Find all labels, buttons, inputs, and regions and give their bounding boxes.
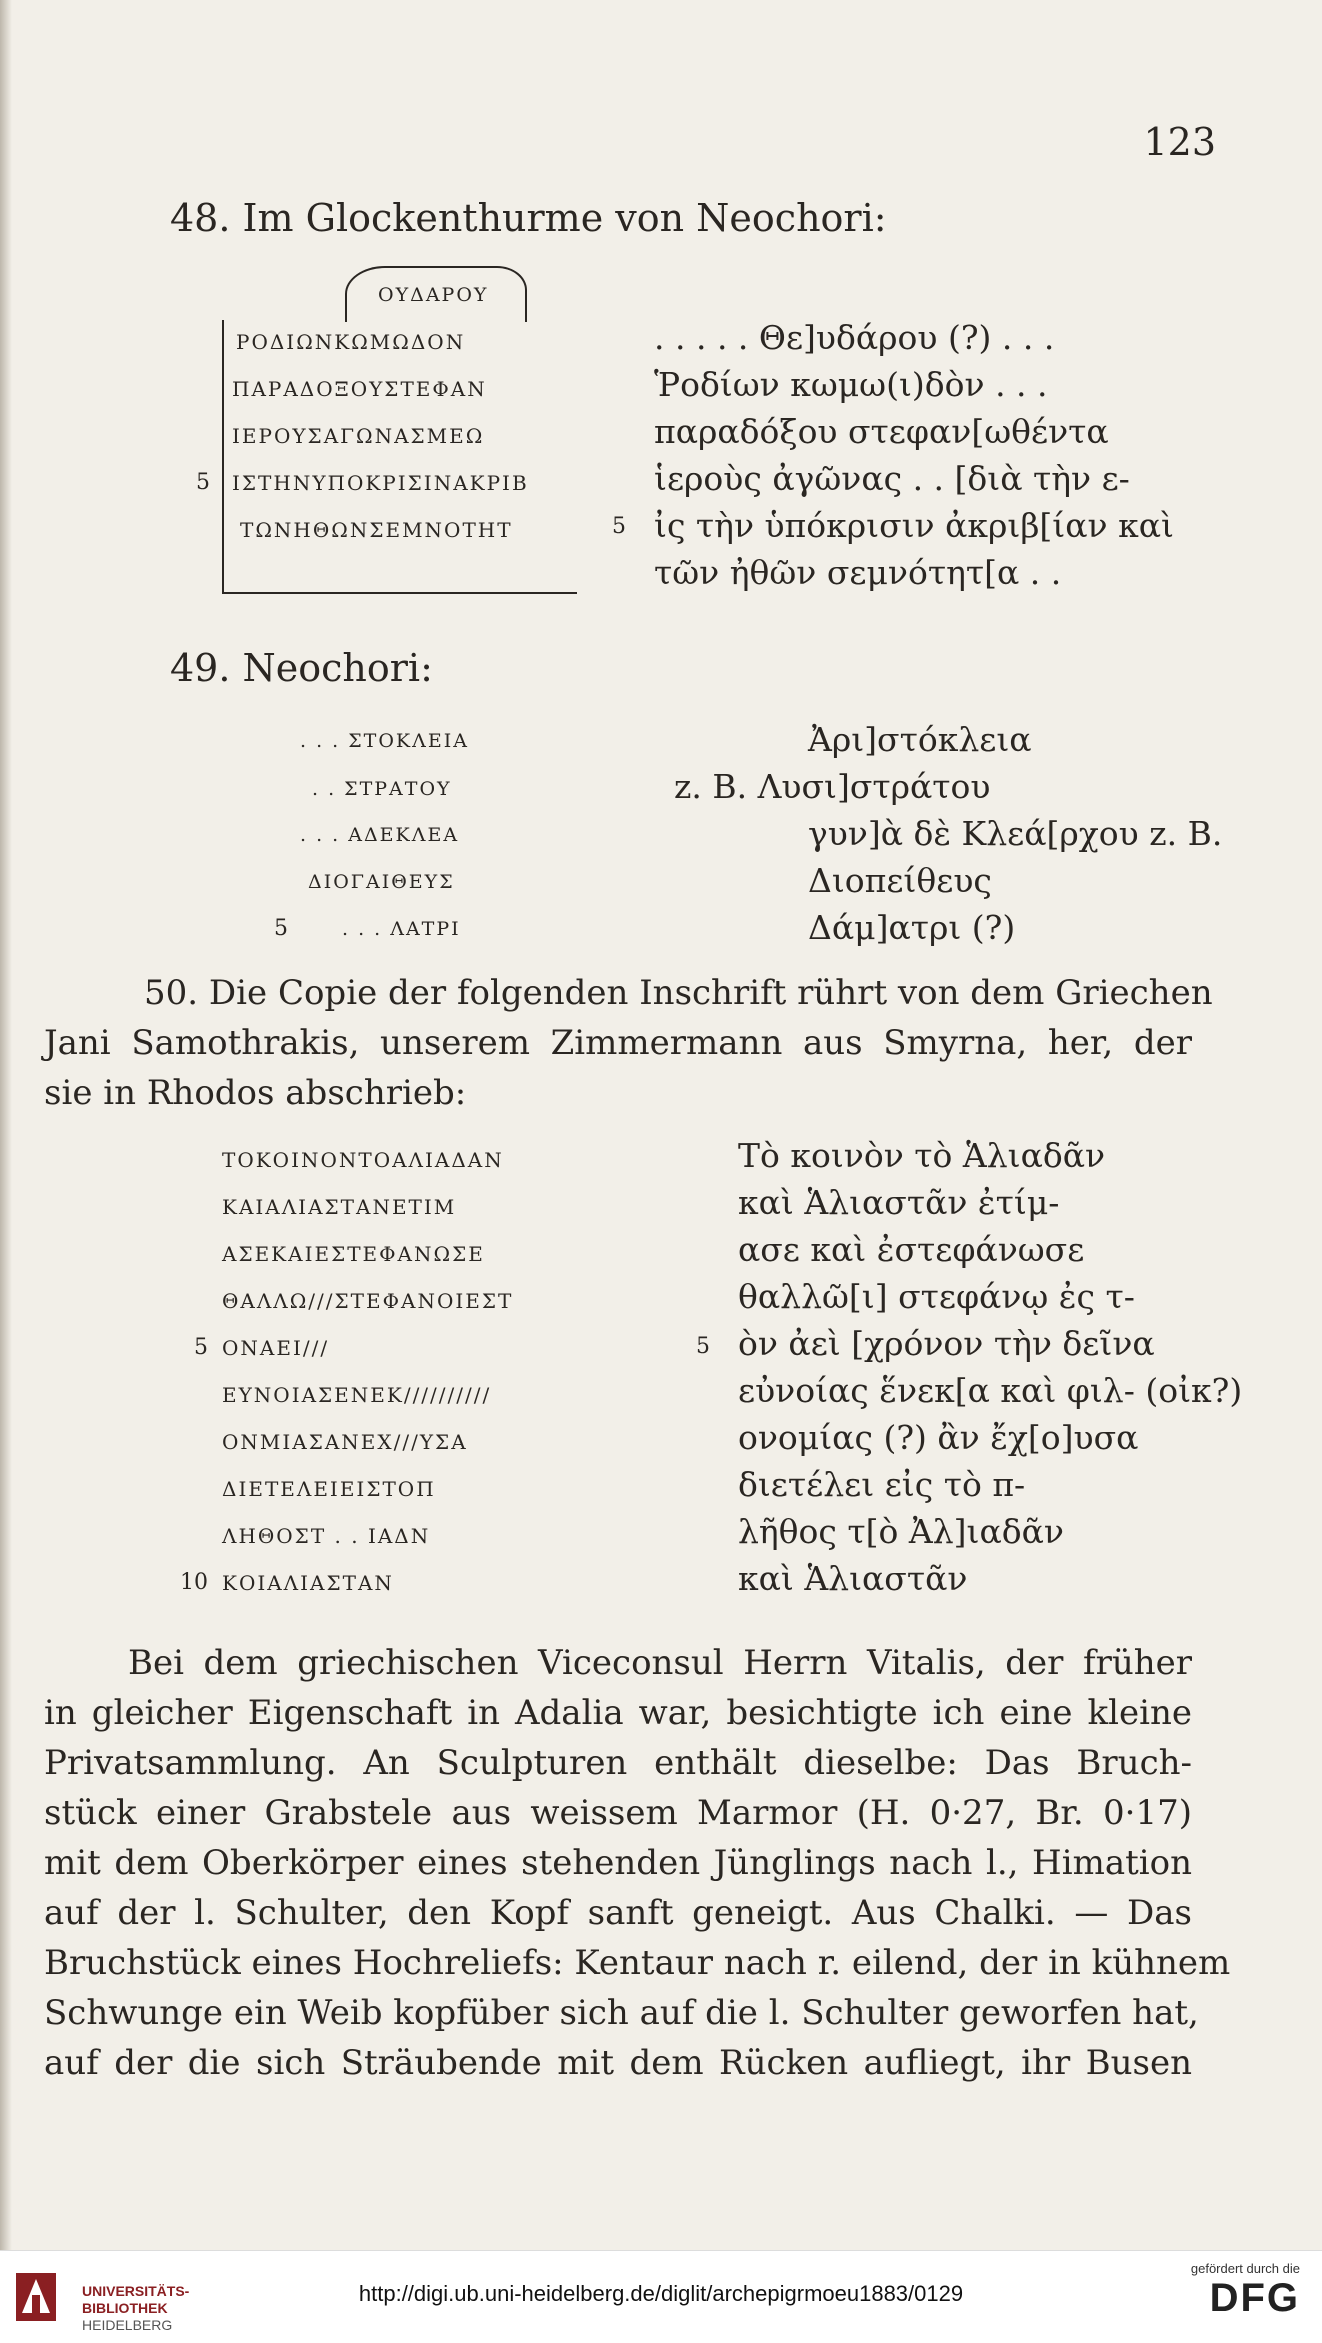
inscription-50-line: ΟΝΑΕΙ/// — [222, 1336, 330, 1360]
inscription-49-line: . . . ΛΑΤΡΙ — [342, 918, 461, 940]
transcription-50-line: ὸν ἀεὶ [χρόνον τὴν δεῖνα — [738, 1324, 1155, 1363]
inscription-48-line: ΙΕΡΟΥΣΑΓΩΝΑΣΜΕΩ — [232, 424, 485, 448]
page-gutter-shadow — [0, 0, 12, 2250]
transcription-50-line: ασε καὶ ἐστεφάνωσε — [738, 1230, 1085, 1269]
line-number: 10 — [180, 1570, 208, 1595]
text-line: Bruchstück eines Hochreliefs: Kentaur nach r. eilend, der in kühnem — [44, 1943, 1231, 1983]
inscription-50-line: ΑΣΕΚΑΙΕΣΤΕΦΑΝΩΣΕ — [222, 1242, 485, 1266]
text-line: auf der l. Schulter, den Kopf sanft geneigt. Aus Chalki. — Das — [44, 1893, 1192, 1933]
inscription-50-line: ΘΑΛΛΩ///ΣΤΕΦΑΝΟΙΕΣΤ — [222, 1289, 514, 1313]
inscription-50-line: ΟΝΜΙΑΣΑΝΕΧ///ΥΣΑ — [222, 1430, 468, 1454]
inscription-50-line: ΤΟΚΟΙΝΟΝΤΟΑΛΙΑΔΑΝ — [222, 1148, 504, 1172]
text-line: mit dem Oberkörper eines stehenden Jünglings nach l., Himation — [44, 1843, 1192, 1883]
inscription-50-line: ΚΟΙΑΛΙΑΣΤΑΝ — [222, 1571, 394, 1595]
text-line: auf der die sich Sträubende mit dem Rücken aufliegt, ihr Busen — [44, 2043, 1192, 2083]
inscription-48-line: ΙΣΤΗΝΥΠΟΚΡΙΣΙΝΑΚΡΙΒ — [232, 471, 529, 495]
inscription-48-line: ΠΑΡΑΔΟΞΟΥΣΤΕΦΑΝ — [232, 377, 487, 401]
transcription-49-line: Ἀρι]στόκλεια — [808, 720, 1032, 759]
library-name: UNIVERSITÄTS- BIBLIOTHEK HEIDELBERG — [82, 2283, 190, 2333]
line-number: 5 — [696, 1334, 710, 1359]
text-line: sie in Rhodos abschrieb: — [44, 1073, 467, 1113]
text-line: Bei dem griechischen Viceconsul Herrn Vitalis, der früher — [128, 1643, 1192, 1683]
section-48-heading: 48. Im Glockenthurme von Neochori: — [170, 196, 887, 240]
transcription-50-line: Τὸ κοινὸν τὸ Ἁλιαδᾶν — [738, 1136, 1106, 1175]
transcription-50-line: λῆθος τ[ὸ Ἀλ]ιαδᾶν — [738, 1512, 1064, 1551]
body-paragraph — [44, 1638, 1231, 2088]
inscription-50-line: ΕΥΝΟΙΑΣΕΝΕΚ////////// — [222, 1383, 492, 1407]
dfg-funding-logo: gefördert durch die DFG — [1190, 2261, 1300, 2320]
permalink-url[interactable]: http://digi.ub.uni-heidelberg.de/diglit/archepigrmoeu1883/0129 — [358, 2281, 964, 2306]
inscription-50-line: ΔΙΕΤΕΛΕΙΕΙΣΤΟΠ — [222, 1477, 436, 1501]
section-50-intro — [44, 968, 1213, 1118]
inscription-49-line: . . ΣΤΡΑΤΟΥ — [312, 778, 452, 800]
transcription-50-line: καὶ Ἁλιαστᾶν — [738, 1559, 968, 1598]
text-line: Jani Samothrakis, unserem Zimmermann aus Smyrna, her, der — [44, 1023, 1192, 1063]
inscription-stone-outline — [222, 320, 577, 594]
transcription-49-line: Διοπείθευς — [808, 861, 992, 900]
transcription-48-line: ἱεροὺς ἀγῶνας . . [διὰ τὴν ε- — [654, 459, 1130, 498]
text-line: in gleicher Eigenschaft in Adalia war, besichtigte ich eine kleine — [44, 1693, 1192, 1733]
transcription-48-line: ἰς τὴν ὑπόκρισιν ἀκριβ[ίαν καὶ — [654, 506, 1174, 545]
digitization-footer — [0, 2250, 1322, 2343]
line-number: 5 — [196, 470, 210, 495]
transcription-50-line: διετέλει εἰς τὸ π- — [738, 1465, 1026, 1504]
inscription-50-line: ΛΗΘΟΣΤ . . ΙΑΔΝ — [222, 1524, 431, 1548]
transcription-49-line: z. B. Λυσι]στράτου — [674, 767, 991, 806]
transcription-48-line: . . . . . Θε]υδάρου (?) . . . — [654, 318, 1055, 357]
text-line: Schwunge ein Weib kopfüber sich auf die l. Schulter geworfen hat, — [44, 1993, 1199, 2033]
inscription-48-line: ΡΟΔΙΩΝΚΩΜΩΔΟΝ — [236, 330, 466, 354]
transcription-48-line: τῶν ἠθῶν σεμνότητ[α . . — [654, 553, 1062, 592]
text-line: stück einer Grabstele aus weissem Marmor (H. 0·27, Br. 0·17) — [44, 1793, 1192, 1833]
section-49-heading: 49. Neochori: — [170, 646, 433, 690]
transcription-50-line: ονομίας (?) ἂν ἔχ[ο]υσα — [738, 1418, 1139, 1457]
inscription-49-line: . . . ΣΤΟΚΛΕΙΑ — [300, 730, 469, 752]
inscription-49-line: ΔΙΟΓΑΙΘΕΥΣ — [308, 871, 455, 893]
transcription-50-line: εὐνοίας ἕνεκ[α καὶ φιλ- (οἰκ?) — [738, 1371, 1243, 1410]
inscription-48-line: ΤΩΝΗΘΩΝΣΕΜΝΟΤΗΤ — [240, 518, 513, 542]
line-number: 5 — [612, 514, 626, 539]
transcription-49-line: Δάμ]ατρι (?) — [808, 908, 1016, 947]
inscription-49-line: . . . ΑΔΕΚΛΕΑ — [300, 824, 460, 846]
page-number: 123 — [1143, 120, 1216, 164]
inscription-48-line: ΟΥΔΑΡΟΥ — [378, 284, 489, 306]
transcription-49-line: γυν]ὰ δὲ Κλεά[ρχου z. B. — [808, 814, 1223, 853]
transcription-50-line: καὶ Ἁλιαστᾶν ἐτίμ- — [738, 1183, 1060, 1222]
text-line: Privatsammlung. An Sculpturen enthält dieselbe: Das Bruch- — [44, 1743, 1192, 1783]
transcription-48-line: Ῥοδίων κωμω(ι)δὸν . . . — [654, 365, 1048, 404]
text-line: 50. Die Copie der folgenden Inschrift rührt von dem Griechen — [144, 973, 1213, 1013]
transcription-50-line: θαλλῶ[ι] στεφάνῳ ἐς τ- — [738, 1277, 1135, 1316]
line-number: 5 — [194, 1335, 208, 1360]
line-number: 5 — [274, 916, 288, 941]
inscription-50-line: ΚΑΙΑΛΙΑΣΤΑΝΕΤΙΜ — [222, 1195, 457, 1219]
transcription-48-line: παραδόξου στεφαν[ωθέντα — [654, 412, 1109, 451]
